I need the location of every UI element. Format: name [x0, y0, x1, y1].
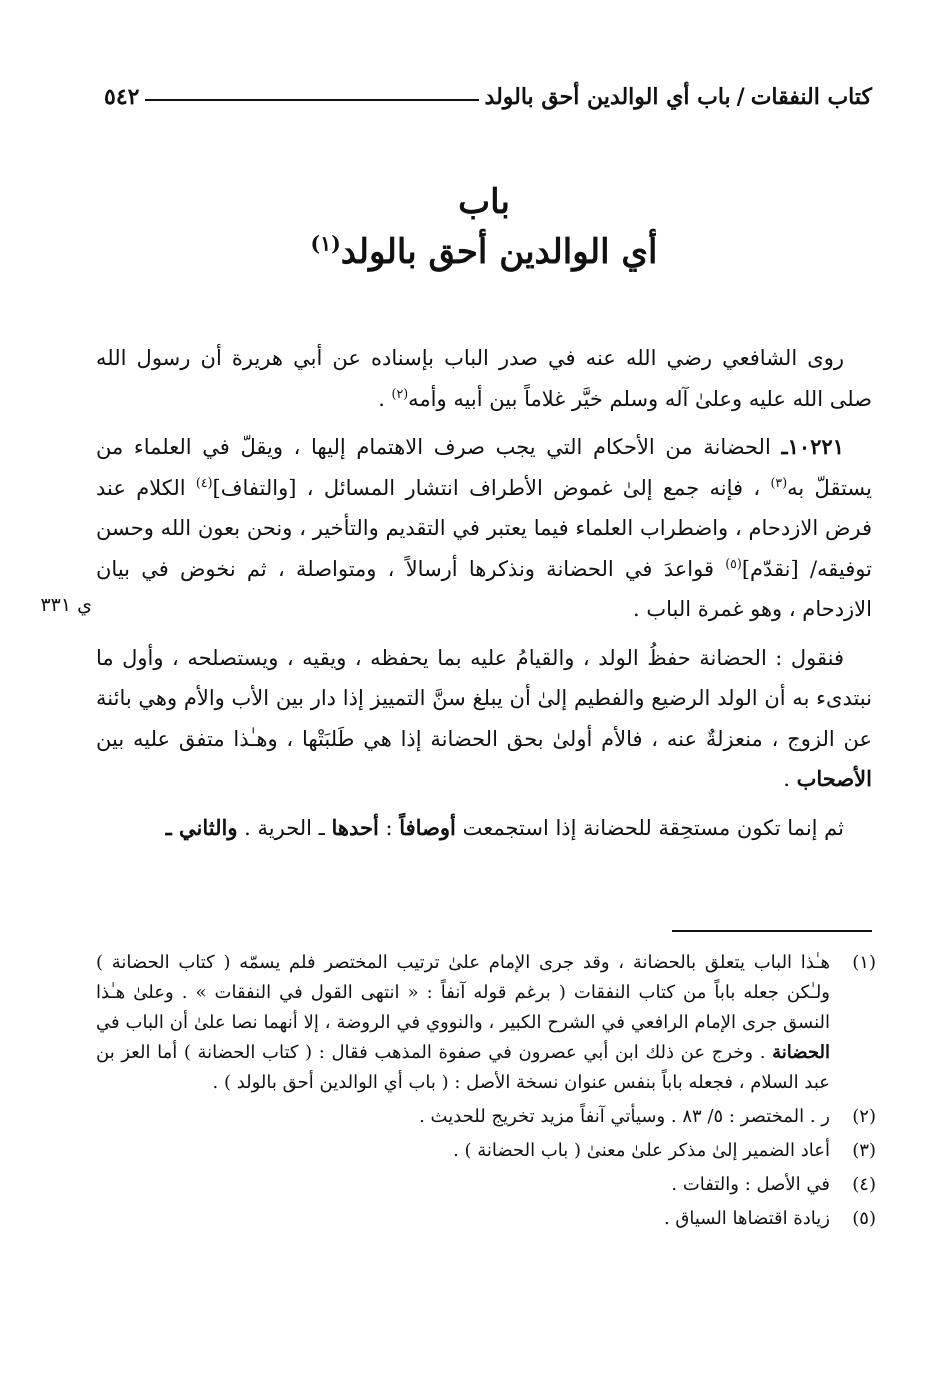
paragraph-conditions — [96, 808, 872, 849]
page-number: ٥٤٢ — [104, 84, 140, 110]
chapter-title — [96, 226, 872, 278]
footnote-item — [96, 1170, 876, 1200]
header-book: كتاب النفقات — [750, 84, 872, 110]
paragraph-end: . — [783, 767, 797, 791]
paragraph-text: الكلام عند فرض الازدحام ، واضطراب العلماء فيما يعتبر في التقديم والتأخير ، ونحن بعون الله وحسن توفيقه/ [نقدّم] — [96, 475, 872, 581]
footnote-text: في الأصل : والتفات . — [671, 1174, 830, 1195]
footnote-item — [96, 1136, 876, 1166]
header-title — [485, 84, 872, 110]
paragraph-definition — [96, 638, 872, 800]
paragraph-text: : — [378, 815, 400, 840]
paragraph-text: ثم إنما تكون مستحِقة للحضانة إذا استجمعت — [455, 815, 844, 840]
header-section: باب أي الوالدين أحق بالولد — [484, 84, 731, 110]
footnote-ref-2[interactable]: (٢) — [391, 385, 409, 401]
bold-term: الحضانة — [772, 1042, 830, 1063]
footnote-number: (٢) — [852, 1106, 876, 1127]
footnote-number: (٤) — [852, 1174, 876, 1195]
footnote-ref-4[interactable]: (٤) — [195, 474, 213, 490]
chapter-title-text: أي الوالدين أحق بالولد — [340, 232, 658, 272]
paragraph-text: فنقول : الحضانة حفظُ الولد ، والقيامُ عليه بما يحفظه ، ويقيه ، ويستصلحه ، وأول ما نبتدىء به أن الولد الرضيع والفطيم إلىٰ أن يبلغ سنَّ التمييز إذا دار بين الأب والأم وهي بائنة عن الزوج ، منعزلةٌ عنه ، فالأم أولىٰ بحق الحضانة إذا هي طَلبَتْها ، وهـٰذا متفق عليه بين — [96, 645, 872, 751]
footnote-number: (٥) — [852, 1208, 876, 1229]
chapter-label: باب — [458, 182, 510, 222]
footnote-item — [96, 1102, 876, 1132]
footnote-number: (١) — [852, 952, 876, 973]
bold-term: الأصحاب — [796, 766, 872, 791]
bold-term: أحدها — [331, 814, 379, 840]
header-rule — [145, 99, 478, 101]
footnote-ref-1[interactable]: (١) — [310, 231, 341, 256]
chapter-heading — [96, 178, 872, 278]
body-text — [96, 338, 872, 856]
bold-term: أوصافاً — [399, 814, 456, 840]
bold-term: والثاني ـ — [165, 814, 238, 840]
footnote-text: أعاد الضمير إلىٰ مذكر علىٰ معنىٰ ( باب الحضانة ) . — [453, 1140, 830, 1161]
paragraph-number: ١٠٢٢١ـ — [781, 434, 844, 459]
paragraph-text: ـ الحرية . — [237, 815, 332, 840]
paragraph-10221 — [96, 427, 872, 630]
paragraph-hadith — [96, 338, 872, 419]
footnote-number: (٣) — [852, 1140, 876, 1161]
header-separator: / — [736, 84, 745, 110]
footnote-divider — [672, 930, 872, 932]
footnote-item — [96, 948, 876, 1098]
footnote-text-part: هـٰذا الباب يتعلق بالحضانة ، وقد جرى الإمام علىٰ ترتيب المختصر فلم يسمّه ( كتاب الحضانة ) ولـٰكن جعله باباً من كتاب النفقات ( برغم قوله آنفاً : « انتهى القول في النفقات » . وعلىٰ هـٰذا النسق جرى الإمام الرافعي في الشرح الكبير ، والنووي في الروضة ، إلا أنهما نصا علىٰ أن الباب في — [96, 952, 830, 1033]
paragraph-end: . — [378, 386, 392, 411]
running-header — [96, 70, 872, 110]
paragraph-text: قواعدَ في الحضانة ونذكرها أرسالاً ، ومتواصلة ، ثم نخوض في بيان الازدحام ، وهو غمرة الباب . — [96, 556, 872, 621]
footnote-text-part: . وخرج عن ذلك ابن أبي عصرون في صفوة المذهب فقال : ( كتاب الحضانة ) أما العز بن عبد السلام ، فجعله باباً بنفس عنوان نسخة الأصل : ( باب أي الوالدين أحق بالولد ) . — [96, 1042, 830, 1093]
paragraph-text: ، فإنه جمع إلىٰ غموض الأطراف انتشار المسائل ، [والتفاف] — [212, 475, 771, 500]
paragraph-text: الحضانة من الأحكام التي يجب صرف الاهتمام إليها ، ويقلّ في العلماء من يستقلّ به — [96, 435, 872, 500]
footnote-item — [96, 1204, 876, 1234]
footnote-text — [96, 948, 830, 1098]
footnotes — [96, 948, 876, 1238]
footnote-text: ر . المختصر : ٥/ ٨٣ . وسيأتي آنفاً مزيد تخريج للحديث . — [419, 1106, 830, 1127]
footnote-ref-3[interactable]: (٣) — [770, 474, 788, 490]
footnote-text: زيادة اقتضاها السياق . — [663, 1208, 830, 1229]
paragraph-text: روى الشافعي رضي الله عنه في صدر الباب بإسناده عن أبي هريرة أن رسول الله صلى الله عليه وعلىٰ آله وسلم خيَّر غلاماً بين أبيه وأمه — [96, 346, 872, 411]
margin-manuscript-ref: ي ٣٣١ — [40, 594, 92, 616]
footnote-ref-5[interactable]: (٥) — [725, 555, 742, 571]
